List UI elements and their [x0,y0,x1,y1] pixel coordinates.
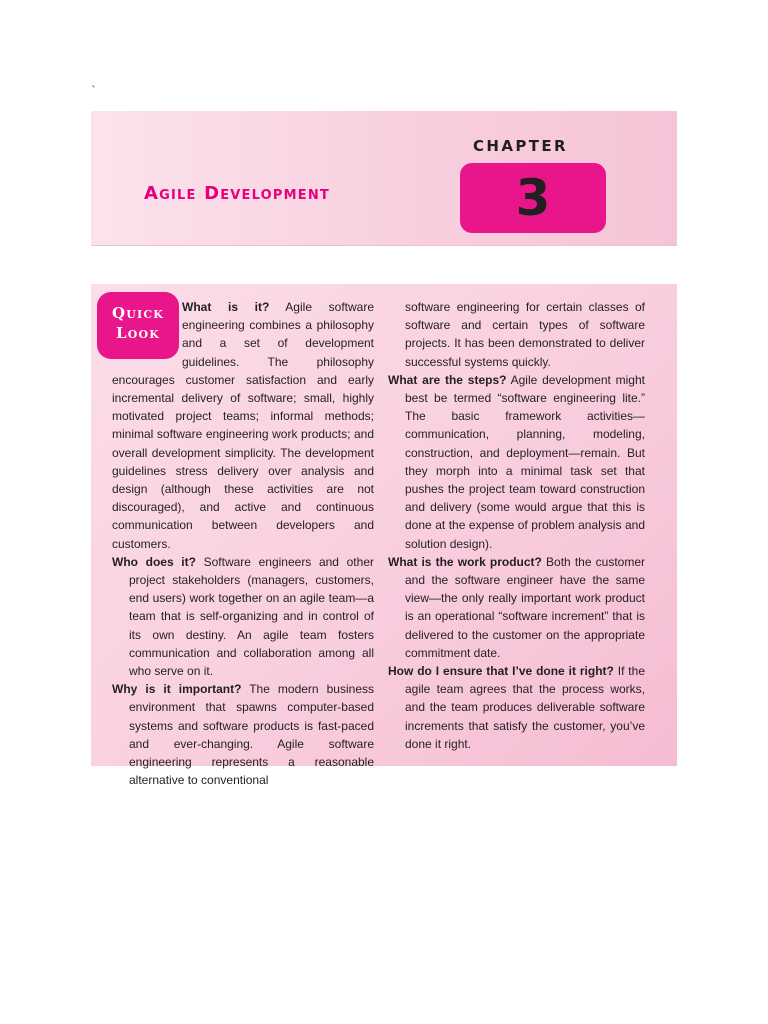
quick-look-badge-line1: Quick [111,304,165,322]
answer-text: If the agile team agrees that the process works, and the team produces deliverable software increments that satisfy the customer, you’ve done it right. [405,664,645,751]
stray-mark: ` [91,84,97,98]
qa-what-steps [388,371,645,553]
answer-text: Both the customer and the software engineer have the same view—the only really important work product is an operational “software increment” that is delivered to the customer on the appropriate commitment date. [405,554,645,660]
quick-look-badge-line2: Look [115,324,161,342]
answer-text: Agile software engineering combines a philosophy and a set of development guidelines. The philosophy encourages customer satisfaction and early incremental delivery of software; small, highly motivated project teams; informal methods; minimal software engineering work products; and overall development simplicity. The development guidelines stress delivery over analysis and design (although these activities are not discouraged), and active and continuous communication between developers and customers. [112,300,374,551]
qa-why-important [112,680,374,789]
answer-text: Software engineers and other project stakeholders (managers, customers, end users) work together on an agile team—a team that is self-organizing and in control of its own destiny. An agile team fosters communication and collaboration among all who serve on it. [129,554,374,679]
chapter-number-badge [460,163,606,233]
qa-work-product [388,553,645,662]
chapter-number: 3 [515,169,551,227]
qa-done-right [388,662,645,753]
answer-text: Agile development might best be termed “software engineering lite.” The basic framework activities—communication, planning, modeling, construction, and deployment—remain. But they morph into a minimal task set that pushes the project team toward construction and delivery (some would argue that this is done at the expense of problem analysis and solution design). [405,372,645,551]
question-label: What is the work product? [388,554,542,569]
chapter-title: Agile Development [144,183,330,204]
quick-look-right-column [388,298,645,753]
answer-text: The modern business environment that spawns computer-based systems and software products is fast-paced and ever-changing. Agile software engineering represents a reasonable alternative to conventional [129,682,374,788]
quick-look-left-column [112,298,374,789]
qa-why-important-continued [388,298,645,371]
question-label: Why is it important? [112,682,242,697]
answer-text: software engineering for certain classes of software and certain types of software projects. It has been demonstrated to deliver successful systems quickly. [405,300,645,369]
question-label: How do I ensure that I’ve done it right? [388,664,614,679]
chapter-label: CHAPTER [473,137,568,155]
question-label: What is it? [182,300,270,314]
question-label: What are the steps? [388,372,507,387]
qa-who-does-it [112,553,374,680]
quick-look-badge [97,292,179,359]
question-label: Who does it? [112,554,196,569]
